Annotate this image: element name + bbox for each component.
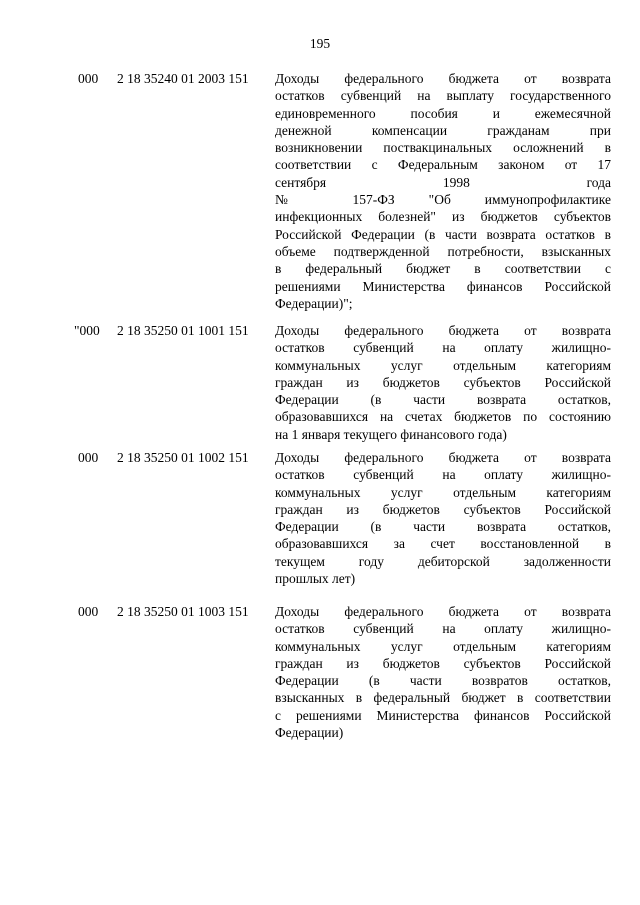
description-line: граждан из бюджетов субъектов Российской	[275, 501, 611, 517]
entry-description	[275, 449, 611, 587]
description-line: Федерации (в части возвратов остатков,	[275, 673, 611, 689]
description-line: № 157-ФЗ "Об иммунопрофилактике	[275, 192, 611, 208]
description-line: взысканных в федеральный бюджет в соответствии	[275, 690, 611, 706]
description-line: граждан из бюджетов субъектов Российской	[275, 374, 611, 390]
entry-description	[275, 70, 611, 312]
description-line: Доходы федерального бюджета от возврата	[275, 604, 611, 619]
description-line: Федерации)";	[275, 295, 353, 311]
admin-code: 000	[78, 71, 99, 86]
description-line: граждан из бюджетов субъектов Российской	[275, 655, 611, 671]
entry-description	[275, 603, 611, 741]
description-line: с решениями Министерства финансов Российской	[275, 707, 611, 723]
description-line: коммунальных услуг отдельным категориям	[275, 357, 611, 373]
description-line: коммунальных услуг отдельным категориям	[275, 638, 611, 654]
admin-code: "000	[74, 323, 100, 338]
entry-description	[275, 322, 611, 443]
page-number: 195	[309, 36, 331, 51]
description-line: Доходы федерального бюджета от возврата	[275, 450, 611, 465]
admin-code: 000	[78, 604, 99, 619]
description-line: Федерации (в части возврата остатков,	[275, 519, 611, 535]
description-line: Федерации (в части возврата остатков,	[275, 392, 611, 408]
budget-code: 2 18 35250 01 1002 151	[117, 450, 249, 465]
description-line: денежной компенсации гражданам при	[275, 122, 611, 138]
description-line: Доходы федерального бюджета от возврата	[275, 323, 611, 338]
budget-code: 2 18 35250 01 1003 151	[117, 604, 249, 619]
budget-code: 2 18 35240 01 2003 151	[117, 71, 249, 86]
description-line: текущем году дебиторской задолженности	[275, 553, 611, 569]
description-line: остатков субвенций на выплату государственного	[275, 88, 611, 104]
description-line: сентября 1998 года	[275, 174, 611, 190]
description-line: соответствии с Федеральным законом от 17	[275, 157, 611, 173]
admin-code: 000	[78, 450, 99, 465]
description-line: остатков субвенций на оплату жилищно-	[275, 621, 611, 637]
description-line: Доходы федерального бюджета от возврата	[275, 71, 611, 86]
description-line: решениями Министерства финансов Российской	[275, 278, 611, 294]
description-line: остатков субвенций на оплату жилищно-	[275, 340, 611, 356]
description-line: образовавшихся за счет восстановленной в	[275, 536, 611, 552]
description-line: коммунальных услуг отдельным категориям	[275, 484, 611, 500]
description-line: Российской Федерации (в части возврата остатков в	[275, 226, 611, 242]
description-line: объеме подтвержденной потребности, взысканных	[275, 243, 611, 259]
description-line: на 1 января текущего финансового года)	[275, 426, 507, 442]
description-line: образовавшихся на счетах бюджетов по состоянию	[275, 409, 611, 425]
description-line: единовременного пособия и ежемесячной	[275, 105, 611, 121]
description-line: остатков субвенций на оплату жилищно-	[275, 467, 611, 483]
description-line: Федерации)	[275, 725, 344, 741]
description-line: в федеральный бюджет в соответствии с	[275, 261, 611, 277]
budget-code: 2 18 35250 01 1001 151	[117, 323, 249, 338]
description-line: прошлых лет)	[275, 571, 356, 587]
description-line: возникновении поствакцинальных осложнений в	[275, 140, 611, 156]
description-line: инфекционных болезней" из бюджетов субъектов	[275, 209, 611, 225]
